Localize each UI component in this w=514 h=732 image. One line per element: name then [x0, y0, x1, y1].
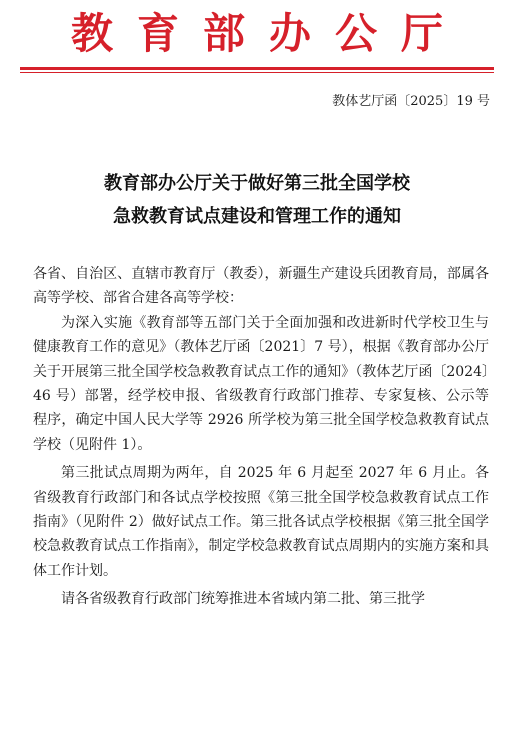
- masthead-red-rule-thin: [20, 72, 494, 73]
- body-paragraph-3: 请各省级教育行政部门统筹推进本省域内第二批、第三批学: [61, 591, 425, 608]
- document-number: 教体艺厅函〔2025〕19 号: [332, 94, 490, 109]
- body-paragraph-2: 第三批试点周期为两年，自 2025 年 6 月起至 2027 年 6 月止。各省级教育行政部门和各试点学校按照《第三批全国学校急救教育试点工作指南》（见附件 2）做好试点工作。第三批各试点学校根据《第三批全国学校急救教育试点工作指南》，制定学校急救教育试点周期内的实施方案和具体工作计划。: [33, 465, 489, 579]
- document-body: [33, 262, 489, 612]
- salutation: 各省、自治区、直辖市教育厅（教委），新疆生产建设兵团教育局，部属各高等学校、部省合建各高等学校：: [33, 266, 489, 307]
- masthead-office-name: 教育部办公厅: [70, 9, 467, 58]
- document-title-line-2: 急救教育试点建设和管理工作的通知: [113, 206, 401, 227]
- masthead-red-rule-thick: [20, 67, 494, 70]
- document-title-line-1: 教育部办公厅关于做好第三批全国学校: [104, 173, 410, 194]
- body-paragraph-1: 为深入实施《教育部等五部门关于全面加强和改进新时代学校卫生与健康教育工作的意见》（教体艺厅函〔2021〕7 号），根据《教育部办公厅关于开展第三批全国学校急救教育试点工作的通知》（教体艺厅函〔2024〕46 号）部署，经学校申报、省级教育行政部门推荐、专家复核、公示等程序，确定中国人民大学等 2926 所学校为第三批全国学校急救教育试点学校（见附件 1）。: [33, 314, 489, 453]
